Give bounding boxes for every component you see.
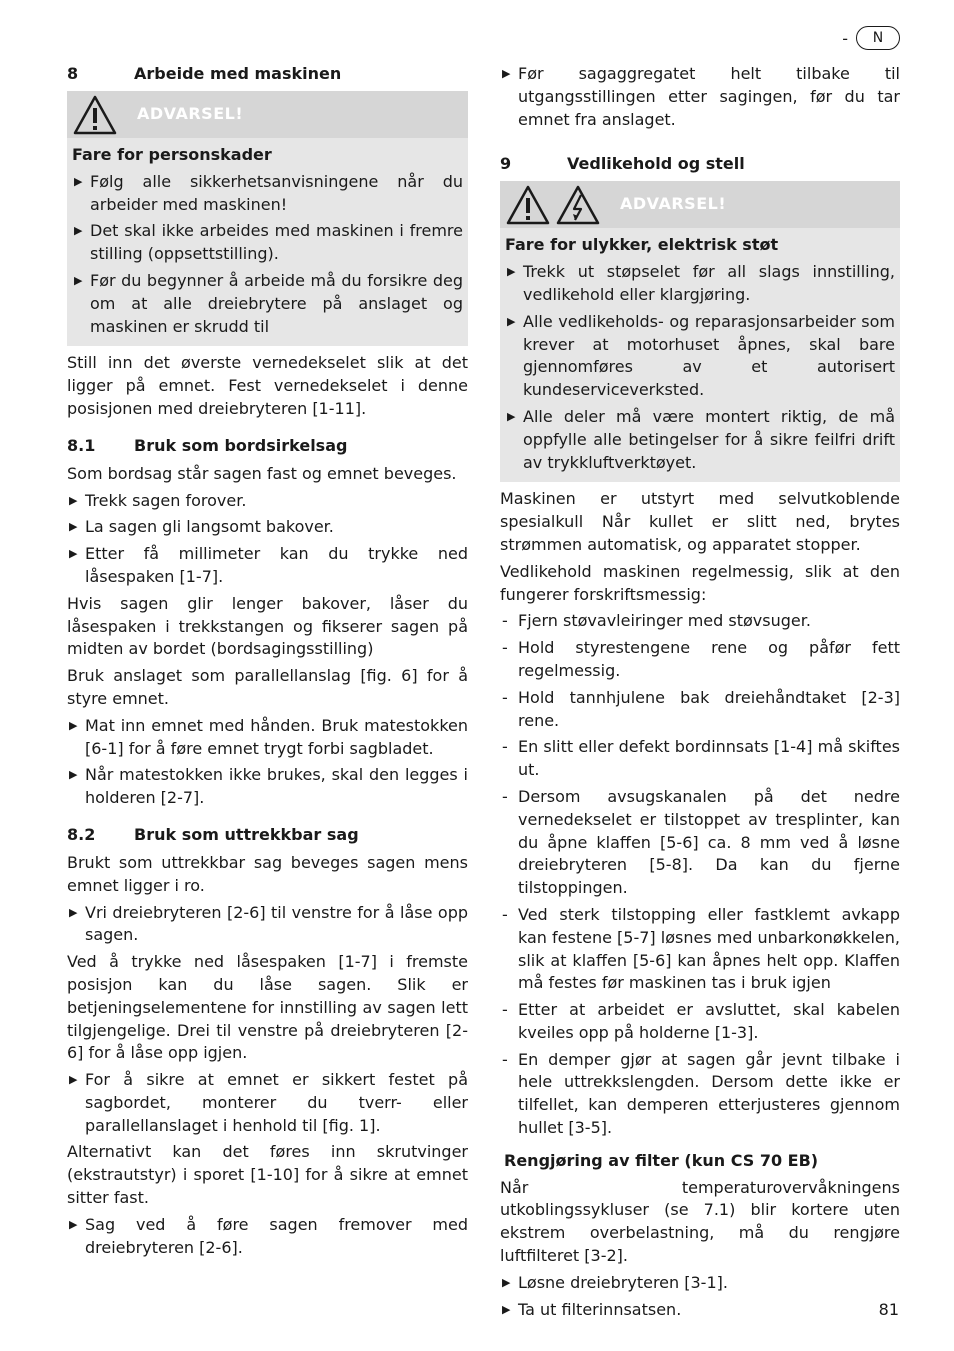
list-item: - En demper gjør at sagen går jevnt tilbake i hele uttrekkslengden. Dersom dette ikke er tilfellet, kan demperen etterjusteres gjennom hullet [3-5]. [500, 1049, 900, 1140]
paragraph: Maskinen er utstyrt med selvutkoblende spesialkull Når kullet er slitt ned, brytes strømmen automatisk, og apparatet stopper. [500, 489, 900, 554]
instruction-list [67, 902, 468, 948]
section-title: Bruk som bordsirkelsag [134, 435, 348, 455]
list-item: ▶ Før du begynner å arbeide må du forsikre deg om at alle dreiebrytere på anslaget og maskinen er skrudd til [72, 270, 463, 338]
list-item: - Ved sterk tilstopping eller fastklemt avkapp kan festene [5-7] løsnes med unbarkonøkkelen, slik at klaffen [5-6] kan åpnes helt opp. Klaffen må festes før maskinen tas i bruk igjen [500, 904, 900, 995]
section-title: Vedlikehold og stell [567, 154, 745, 174]
paragraph: Hvis sagen glir lenger bakover, låser du låsespaken i trekkstangen og fikserer sagen på midten av bordet (bordsagingsstilling) [67, 593, 468, 659]
section-9-heading [500, 153, 900, 175]
list-item: ▶ Mat inn emnet med hånden. Bruk matestokken [6-1] for å føre emnet trygt forbi sagbladet. [67, 715, 468, 761]
list-item: ▶ La sagen gli langsomt bakover. [67, 516, 468, 539]
paragraph: Bruk anslaget som parallellanslag [fig. 6] for å styre emnet. [67, 666, 468, 708]
section-number: 8 [67, 64, 79, 83]
section-number: 8.1 [67, 435, 96, 455]
warning-list [505, 261, 895, 474]
instruction-list [67, 490, 468, 589]
paragraph: Vedlikehold maskinen regelmessig, slik at den fungerer forskriftsmessig: [500, 561, 900, 604]
warning-title: Fare for ulykker, elektrisk støt [505, 235, 779, 255]
section-title: Bruk som uttrekkbar sag [134, 824, 359, 844]
right-column [500, 63, 900, 1325]
language-dash: - [842, 28, 848, 48]
warning-title: Fare for personskader [72, 145, 272, 164]
warning-triangle-icon [73, 95, 117, 135]
list-item: ▶ Sag ved å føre sagen fremover med dreiebryteren [2-6]. [67, 1214, 468, 1260]
list-item: - Etter at arbeidet er avsluttet, skal kabelen kveiles opp på holderne [1-3]. [500, 999, 900, 1045]
language-badge: N [856, 26, 900, 50]
warning-label: ADVARSEL! [620, 194, 727, 214]
list-item: ▶ Før sagaggregatet helt tilbake til utgangsstillingen etter sagingen, før du tar emnet fra anslaget. [500, 63, 900, 131]
warning-bar [500, 181, 900, 228]
warning-list [72, 171, 463, 339]
language-tag [842, 26, 900, 50]
list-item: ▶ Trekk ut støpselet før all slags innstilling, vedlikehold eller klargjøring. [505, 261, 895, 307]
instruction-list [67, 715, 468, 810]
list-item: ▶ Alle deler må være montert riktig, de må oppfylle alle betingelser for å sikre feilfri drift av trykkluftverktøyet. [505, 406, 895, 474]
paragraph: Still inn det øverste vernedekselet slik at det ligger på emnet. Fest vernedekselet i denne posisjonen med dreiebryteren [1-11]. [67, 353, 468, 418]
section-title: Arbeide med maskinen [134, 64, 342, 83]
paragraph: Som bordsag står sagen fast og emnet beveges. [67, 463, 457, 483]
warning-label: ADVARSEL! [137, 104, 244, 124]
list-item: ▶ Når matestokken ikke brukes, skal den legges i holderen [2-7]. [67, 764, 468, 810]
instruction-list [500, 1272, 900, 1322]
warning-box [500, 181, 900, 482]
list-item: - En slitt eller defekt bordinnsats [1-4] må skiftes ut. [500, 736, 900, 782]
list-item: - Dersom avsugskanalen på det nedre vernedekselet er tilstoppet av tresplinter, kan du åpne klaffen [5-6] ca. 8 mm ved å løsne dreiebryteren [5-8]. Da kan du fjerne tilstoppingen. [500, 786, 900, 900]
warning-bar [67, 91, 468, 138]
electric-shock-icon [556, 185, 600, 225]
subheading-filter-cleaning: Rengjøring av filter (kun CS 70 EB) [504, 1150, 819, 1170]
left-column [67, 63, 468, 1263]
section-number: 9 [500, 154, 512, 174]
list-item: - Hold styrestengene rene og påfør fett regelmessig. [500, 637, 900, 683]
list-item: ▶ Ta ut filterinnsatsen. [500, 1299, 900, 1322]
warning-triangle-icon [506, 185, 550, 225]
paragraph: Ved å trykke ned låsespaken [1-7] i fremste posisjon kan du låse sagen. Slik er betjeningselementene for innstilling av sagen lett tilgjengelige. Drei til venstre på dreiebryteren [2-6] for å låse opp igjen. [67, 952, 468, 1063]
paragraph: Når temperaturovervåkningens utkoblingssykluser (se 7.1) blir kortere uten ekstrem overbelastning, må du rengjøre luftfilteret [3-2]. [500, 1177, 900, 1266]
list-item: - Fjern støvavleiringer med støvsuger. [500, 610, 900, 633]
list-item: ▶ Løsne dreiebryteren [3-1]. [500, 1272, 900, 1295]
list-item: ▶ For å sikre at emnet er sikkert festet på sagbordet, monterer du tverr- eller parallellanslaget i henhold til [fig. 1]. [67, 1069, 468, 1137]
instruction-list [67, 1214, 468, 1260]
section-8-1-heading [67, 435, 468, 457]
maintenance-list [500, 610, 900, 1140]
list-item: ▶ Vri dreiebryteren [2-6] til venstre for å låse opp sagen. [67, 902, 468, 948]
list-item: ▶ Følg alle sikkerhetsanvisningene når du arbeider med maskinen! [72, 171, 463, 217]
page-number: 81 [878, 1300, 899, 1319]
instruction-list [67, 1069, 468, 1137]
section-8-2-heading [67, 824, 468, 846]
paragraph: Alternativt kan det føres inn skrutvinger (ekstrautstyr) i sporet [1-10] for å sikre at emnet sitter fast. [67, 1142, 468, 1208]
list-item: ▶ Alle vedlikeholds- og reparasjonsarbeider som krever at motorhuset åpnes, skal bare gjennomføres av et autorisert kundeserviceverksted. [505, 311, 895, 402]
list-item: ▶ Trekk sagen forover. [67, 490, 468, 513]
warning-box [67, 91, 468, 346]
list-item: ▶ Etter få millimeter kan du trykke ned låsespaken [1-7]. [67, 543, 468, 589]
instruction-list [500, 63, 900, 131]
section-8-heading [67, 63, 468, 85]
paragraph: Brukt som uttrekkbar sag beveges sagen mens emnet ligger i ro. [67, 852, 468, 895]
list-item: ▶ Det skal ikke arbeides med maskinen i fremre stilling (oppsettstilling). [72, 220, 463, 266]
section-number: 8.2 [67, 824, 96, 844]
list-item: - Hold tannhjulene bak dreiehåndtaket [2-3] rene. [500, 687, 900, 733]
